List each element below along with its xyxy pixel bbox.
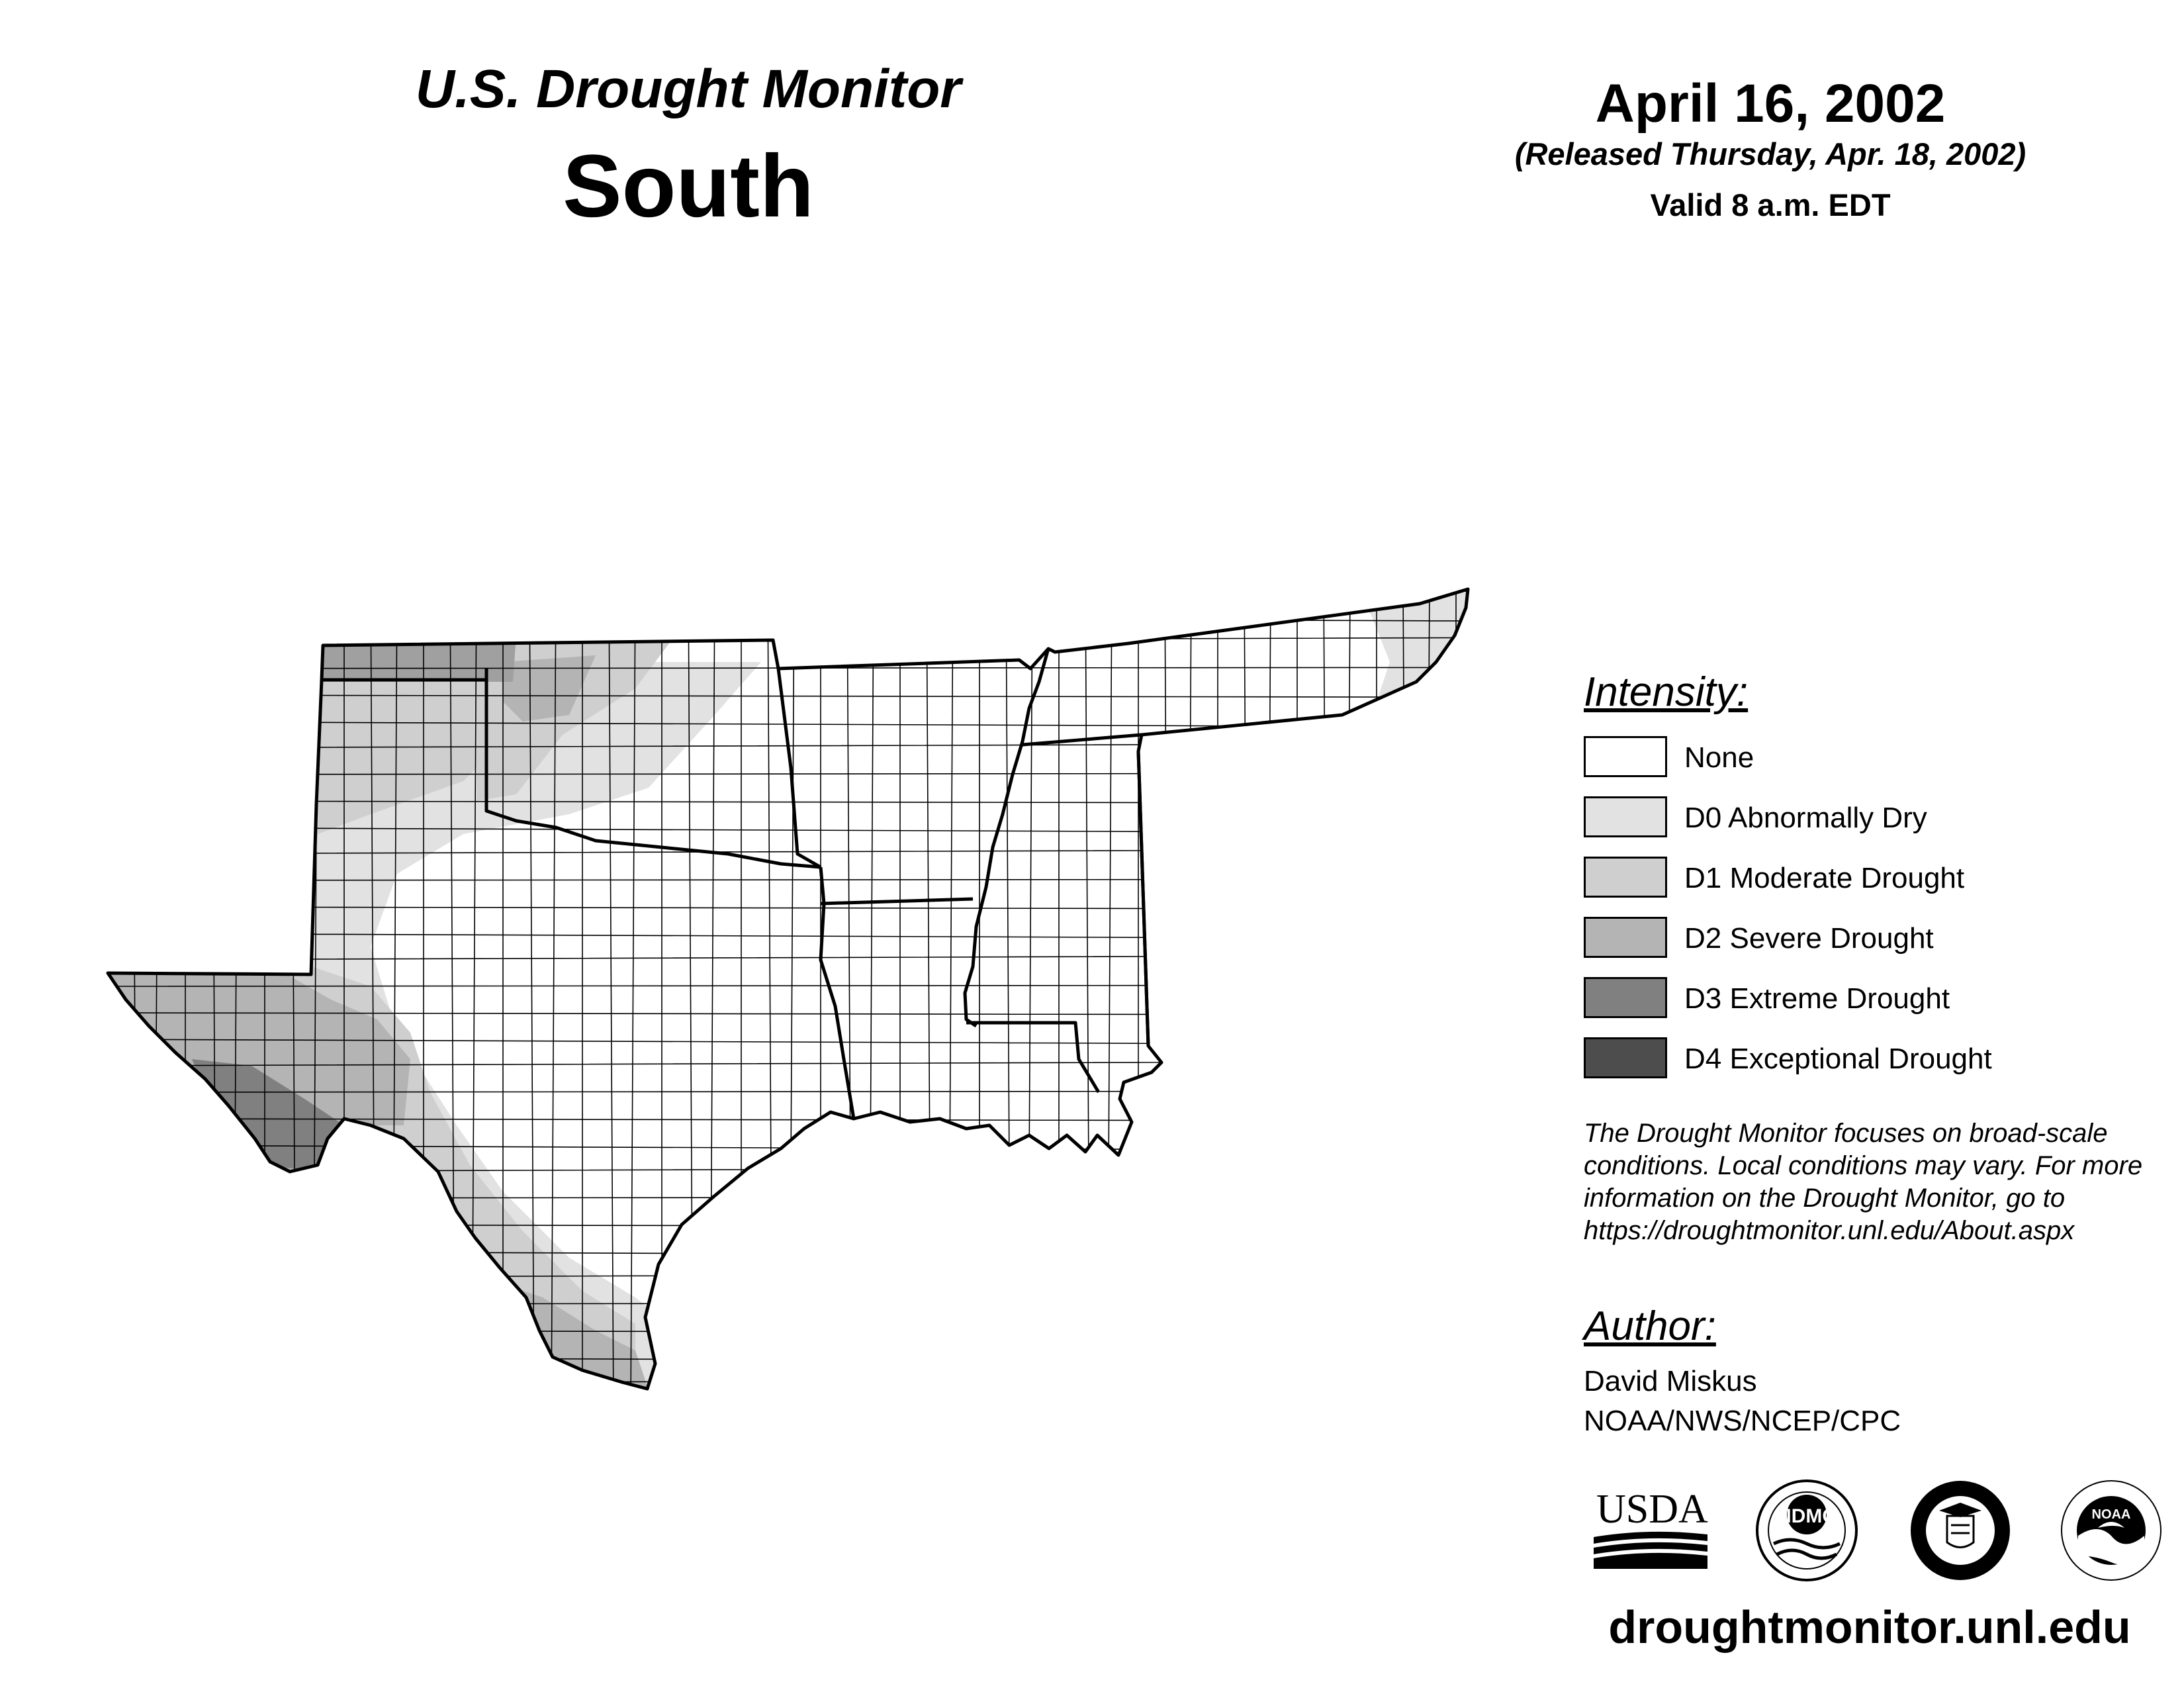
legend-swatch-d3	[1584, 977, 1667, 1018]
region-title: South	[563, 137, 814, 236]
author-org: NOAA/NWS/NCEP/CPC	[1584, 1405, 1901, 1437]
author-name: David Miskus	[1584, 1365, 1757, 1397]
noaa-logo	[2062, 1481, 2161, 1580]
legend-label: None	[1684, 741, 1754, 774]
valid-date: April 16, 2002	[1595, 73, 1946, 134]
noaa-logo-text: NOAA	[2091, 1507, 2131, 1522]
legend-label: D4 Exceptional Drought	[1684, 1043, 1992, 1075]
legend-label: D2 Severe Drought	[1684, 922, 1934, 955]
disclaimer-text	[1584, 1117, 2179, 1247]
map-title: U.S. Drought Monitor	[415, 59, 962, 119]
legend-label: D3 Extreme Drought	[1684, 982, 1950, 1015]
ndmc-logo-text: NDMC	[1777, 1505, 1837, 1527]
legend-swatch-d1	[1584, 857, 1667, 898]
author-heading: Author:	[1584, 1303, 1716, 1349]
disclaimer-link[interactable]: https://droughtmonitor.unl.edu/About.aspx	[1584, 1216, 2075, 1245]
disclaimer-line: information on the Drought Monitor, go to	[1584, 1184, 2066, 1213]
legend-swatch-d2	[1584, 917, 1667, 958]
valid-time: Valid 8 a.m. EDT	[1650, 187, 1891, 222]
legend-label: D1 Moderate Drought	[1684, 862, 1965, 894]
legend-heading: Intensity:	[1584, 669, 1749, 715]
disclaimer-line: conditions. Local conditions may vary. For more	[1584, 1151, 2143, 1180]
drought-shading	[99, 583, 1496, 1410]
legend-swatch-d4	[1584, 1037, 1667, 1078]
release-date: (Released Thursday, Apr. 18, 2002)	[1514, 136, 2026, 171]
legend-swatch-d0	[1584, 796, 1667, 837]
legend-swatch-none	[1584, 736, 1667, 777]
usda-logo	[1594, 1487, 1708, 1569]
website-link[interactable]: droughtmonitor.unl.edu	[1608, 1601, 2131, 1653]
commerce-seal	[1911, 1481, 2010, 1580]
disclaimer-line: The Drought Monitor focuses on broad-scale	[1584, 1119, 2108, 1148]
ndmc-logo	[1757, 1481, 1856, 1580]
partner-logos	[1575, 1470, 2171, 1595]
usda-logo-text: USDA	[1596, 1487, 1708, 1532]
legend-label: D0 Abnormally Dry	[1684, 802, 1927, 834]
